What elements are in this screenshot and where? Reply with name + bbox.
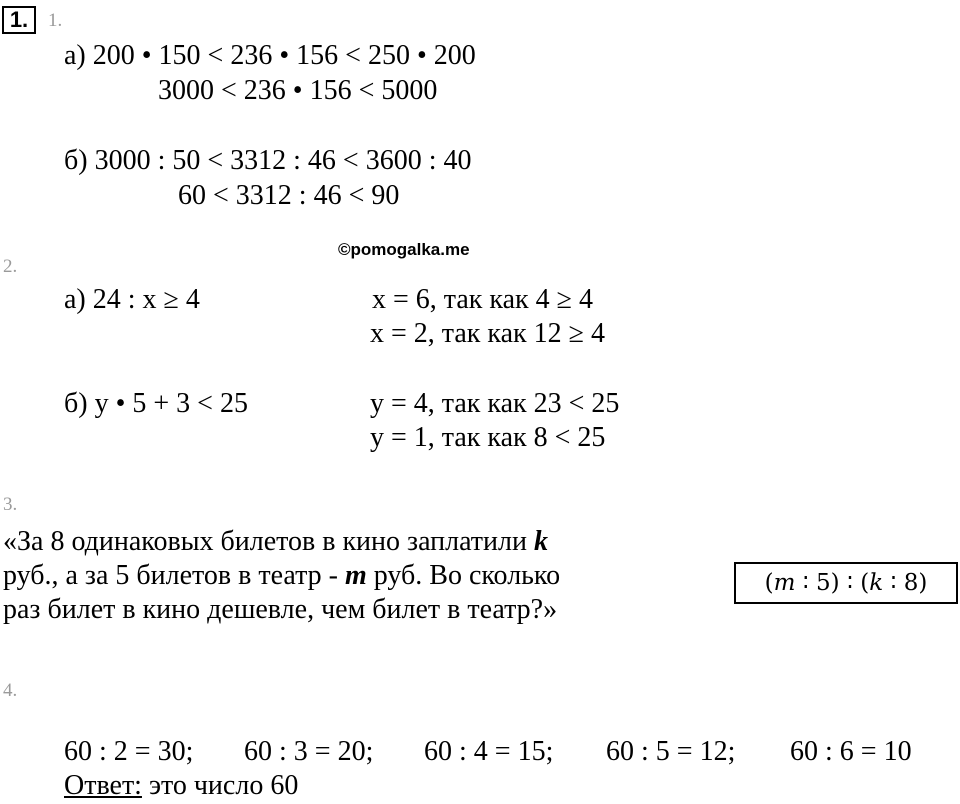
s2-b-solution-2: у = 1, так как 8 < 25 [370, 422, 606, 453]
formula-var-m: m [773, 570, 796, 596]
s4-equation-1: 60 : 2 = 30; [64, 736, 194, 767]
s2-b-expression: б) у • 5 + 3 < 25 [64, 388, 248, 419]
s4-equation-4: 60 : 5 = 12; [606, 736, 736, 767]
s1-a-line2: 3000 < 236 • 156 < 5000 [158, 75, 438, 106]
answer-text: это число 60 [141, 770, 299, 801]
s3-line2-text-end: руб. Во сколько [366, 560, 561, 591]
formula-close: ∶ 8) [883, 570, 928, 596]
s1-a-line1: а) 200 • 150 < 236 • 156 < 250 • 200 [64, 40, 476, 71]
s4-equation-2: 60 : 3 = 20; [244, 736, 374, 767]
s3-problem-line3: раз билет в кино дешевле, чем билет в театр?» [3, 594, 558, 625]
section-4-label: 4. [3, 680, 18, 701]
s2-a-expression: а) 24 : х ≥ 4 [64, 284, 200, 315]
s3-var-k: k [533, 526, 548, 557]
s4-equation-3: 60 : 4 = 15; [424, 736, 554, 767]
section-2-label: 2. [3, 256, 18, 277]
s3-problem-line2 [3, 560, 560, 592]
s2-a-solution-2: х = 2, так как 12 ≥ 4 [370, 318, 605, 349]
s3-formula-box [734, 562, 958, 604]
formula-var-k: k [869, 570, 884, 596]
section-3-label: 3. [3, 494, 18, 515]
formula-mid: ∶ 5) ∶ ( [795, 570, 870, 596]
section-1-label: 1. [48, 10, 63, 31]
s3-var-m: m [344, 560, 367, 591]
s3-line1-text: «За 8 одинаковых билетов в кино заплатили [3, 526, 534, 557]
watermark: ©pomogalka.me [338, 240, 470, 259]
s4-answer [64, 770, 298, 802]
s3-line2-text: руб., а за 5 билетов в театр - [3, 560, 345, 591]
s1-b-line2: 60 < 3312 : 46 < 90 [178, 180, 400, 211]
s1-b-line1: б) 3000 : 50 < 3312 : 46 < 3600 : 40 [64, 145, 472, 176]
s4-equation-5: 60 : 6 = 10 [790, 736, 912, 767]
s2-b-solution-1: у = 4, так как 23 < 25 [370, 388, 620, 419]
task-number-box: 1. [2, 6, 36, 34]
s3-problem-line1 [3, 526, 548, 558]
formula-open: ( [764, 570, 774, 596]
s2-a-solution-1: х = 6, так как 4 ≥ 4 [372, 284, 593, 315]
answer-label: Ответ: [64, 770, 142, 801]
